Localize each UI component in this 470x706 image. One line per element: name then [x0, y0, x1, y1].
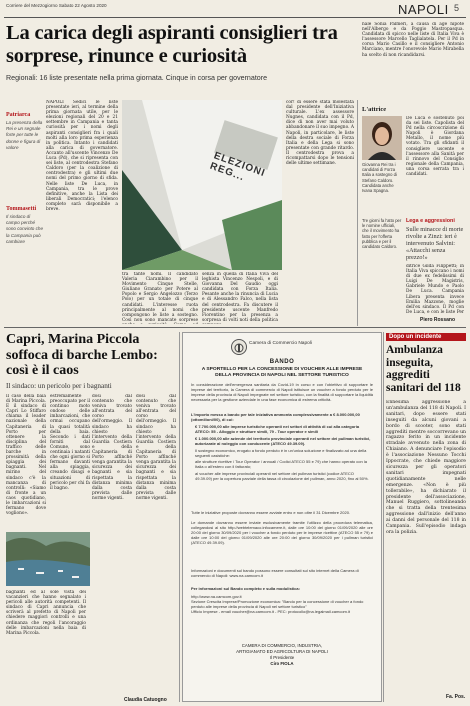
horizontal-rule-main	[4, 327, 466, 328]
capri-headline: Capri, Marina Piccola soffoca di barche Lembo: così è il caos	[6, 332, 158, 378]
bando-contact-item: Ufficio Imprese - email voucher@na.camcom.it - PEC: protocollo@na.legalmail.camcom.it	[191, 608, 350, 614]
bando-para5: Informazioni e documenti sul bando possono essere consultati sul sito internet della Camera di commercio di Napoli: www.na.camcom.it	[191, 568, 359, 578]
sidebar-body-top: nale Sonia Palmeri, a causa di age nipote nell'Albergo e da Poggio Mastropasqua. Candidata di spicco nelle liste di Italia Viva è l'assessore Marcello Taglialatela. Per il Pd in corsa Mario Casillo e il consigliere Antonio Marciano, mentre l'onorevole Mario Mirabella ha scelto di non ricandidarsi.	[362, 22, 464, 58]
bando-contacts-head: Per informazioni sul Bando completo e sulla modulistica:	[191, 586, 300, 591]
incident-headline: Ambulanza inseguita, aggrediti sanitari del 118	[386, 344, 461, 394]
date-line: Corriere del Mezzogiorno Sabato 22 Agosto 2020	[6, 3, 107, 8]
note-name: Tommasetti	[6, 206, 37, 212]
lead-body-col3: senza in quella di Italia Viva del leghista Vincenzo Nespoli, e di Giovanna Del Gaudio oggi candidata con Forza Italia. Pesante anche la rinuncia di Lucia e di Alessandro Falco, nella lista del centrodestra. Fa discutere il presidente uscente Manfredo Fiorentino per la presenza a sorpresa di volti noti della politica	[202, 272, 278, 323]
capri-subhead: Il sindaco: un pericolo per i bagnanti	[6, 382, 112, 390]
lead-headline: La carica degli aspiranti consiglieri tra sorprese, rinunce e curiosità	[6, 22, 338, 67]
bando-footer-line: Il Presidente	[269, 655, 295, 660]
bando-list-item: € 7.700.000,00 alle imprese turistiche operanti nei settori di attività di cui alla categoria ATECO: 55 - Alloggio e strutture simili, 79 - Tour operator e simili	[195, 424, 360, 434]
portrait-illustration	[362, 116, 402, 160]
vertical-rule-main	[357, 100, 358, 326]
bando-para1: In considerazione dell'emergenza sanitaria da Covid-19 in corso e con l'obiettivo di supportare le imprese del territorio, la Camera di commercio di Napoli istituisce un voucher a fondo perduto per le imprese della provincia di Napoli impegnate nel settore turistico, con la finalità di supportare la liquidità necessaria per la gestione aziendale in una fase economica di estrema criticità.	[191, 382, 373, 402]
capri-body-col5: dosi dal contenuto che veniva trovato all'entrata del corso dell'ormeggio. Il sindaco ha chiesto l'intervento della Guardia Costiera e della Capitaneria di Porto affinché venga garantita la sicurezza dei bagnanti e sia rispettata la distanza minima dalla costa prevista dalle norme vigenti.	[136, 394, 176, 501]
vertical-rule-left	[179, 332, 180, 702]
photo-sign: ELEZIONI REG...	[208, 150, 267, 184]
lead-subhead: Regionali: 16 liste presentate nella prima giornata. Cinque in corsa per governatore	[6, 74, 268, 82]
sidebar-subhead: Lega e aggressioni	[406, 218, 455, 224]
note-text: Il sindaco di campo perché sono convinto che la Campania può cambiare	[6, 214, 44, 244]
attrice-label: L'attrice	[362, 106, 387, 113]
capri-body-col1: Il caso della baia di Marina Piccola. E il sindaco di Capri Lo Stiffaro chiama il leader nazionale della Capitaneria di Porto per ottenere la disciplina del traffico delle barche in prossimità della spiaggia dei bagnanti. Nel mirino del sindaco c'è la mancanza di controlli: «Siamo di fronte a un caos quotidiano, le imbarcazioni si fermano dove vogliono».	[6, 394, 46, 517]
lead-body-col2: tra tante nomi. Il candidato Valeria Ciarambino per il Movimento Cinque Stelle, Giuliano Granato per Potere al Popolo e Sergio Angelozzo (Terzo Polo) per un totale di cinque candidati. L'interesse ruota principalmente al nomi che compongono le liste a sostegno. Così non sono mancate sorprese	[122, 272, 198, 323]
incident-body: Ennesima aggressione a un'ambulanza del 118 di Napoli. I sanitari, dopo essere stati inseguiti da alcuni giovani a bordo di scooter, sono stati aggrediti mentre soccorrevano un ragazzo ferito in un incidente stradale avvenuto nella zona di Chiaiano. A denunciare l'episodio è l'associazione Nessuno Tocchi Ippocrate, che chiede maggiore sicurezza per gli operatori sanitari impegnati quotidianamente nelle emergenze. «Non è più tollerabile», ha dichiarato il presidente dell'associazione, Manuel Ruggiero, sottolineando che si tratta della trentesima aggressione dall'inizio dell'anno ai danni del personale del 118 in Campania. Sull'episodio indaga ora la polizia.	[386, 400, 466, 535]
note-patriarca	[6, 112, 44, 151]
bando-footer-line: ARTIGIANATO ED AGRICOLTURA DI NAPOLI	[236, 649, 328, 654]
bando-contact-link[interactable]: http://www.na.camcom.gov.it	[191, 594, 242, 599]
capri-photo	[6, 532, 90, 586]
capri-body-col4: dosi dal contenuto che veniva trovato all'entrata del corso dell'ormeggio. Il sindaco ha chiesto l'intervento della Guardia Costiera e della Capitaneria di Porto affinché venga garantita la sicurezza dei bagnanti e sia rispettata la distanza minima dalla costa prevista dalle norme vigenti.	[92, 394, 132, 501]
bando-list-item: Il sostegno economico, erogato a fondo perduto è in un'unica soluzione e finalizzato ad una della seguenti casistiche:	[195, 447, 367, 458]
bando-para4: Le domande dovranno essere inviate esclusivamente tramite l'utilizzo della procedura telematica, collegandosi al sito http://webtelemaco.infocamere.it, dalle ore 10:00 del giorno 01/09/2020 alle ore 20:00 del giorno 30/09/2020 per i voucher a fondo perduto per le imprese ricettive (ATECO 55 e 79) e dalle ore 10:00 del giorno 01/09/2020 alle ore 20:00 del giorno 30/09/2020 per i pullman turistici (ATECO 49.39.09).	[191, 520, 373, 545]
chamber-logo	[231, 339, 247, 355]
bando-advert	[182, 332, 382, 702]
bando-footer	[183, 643, 381, 667]
incident-byline: Fa. Pos.	[446, 694, 466, 700]
lead-body-col4: cor! di essere stata molestata dal presidente dell'Iniziativa culturale. L'ex assessore Nugnes, candidata con il Pd, dice di non aver mai voluto abbandonare il suo impegno. A Napoli, in particolare, le liste della destra sociale di Forza Italia e della Lega si sono presentate con grande ritardo. Il centrodestra prova a ricompattarsi dopo le tensioni delle ultime settimane.	[286, 100, 354, 167]
incident-kicker: Dopo un incidente	[386, 333, 466, 341]
capri-body-col2: bagnanti ed al sole vista dei vacanzieri che hanno segnalato i pericoli alle autorità competenti. Il sindaco di Capri annuncia che scriverà al prefetto di Napoli per chiedere maggiori controlli e una ordinanza che regoli l'ancoraggio delle imbarcazioni nella baia di Marina Piccola.	[6, 590, 86, 636]
attrice-photo	[362, 116, 402, 160]
bando-contact-item: Sezione Crescita Imprese/Promozione economica: "Bando per la concessione di voucher a fondo perduto alle imprese della provincia di Napoli nel settore turistico"	[191, 598, 364, 609]
bando-list-item: al voucher alle imprese provinciali operanti nel settore dei pullman turistici (codice ATECO 49.39.09) per la copertura parziale della tassa di circolazione del pullman, anno 2020, fino al 50%.	[195, 471, 369, 482]
capri-byline: Claudia Catuogno	[124, 697, 167, 703]
attrice-caption: Giovanna Rei tra i candidati di Forza Italia a sostegno di Stefano Caldoro. Candidata anche Ivana Spagna.	[362, 162, 397, 194]
page-number: 5	[454, 3, 460, 13]
marina-photo-illustration	[6, 532, 90, 586]
note-tommasetti	[6, 206, 44, 245]
bando-footer-line: CAMERA DI COMMERCIO, INDUSTRIA,	[241, 643, 323, 648]
masthead-rule	[4, 17, 466, 18]
lead-body-col1: NAPOLI Sedici le liste presentate ieri, al termine della prima giornata utile, per le elezioni regionali del 20 e 21 settembre in Campania e tanta curiosità per i nomi degli aspiranti consiglieri fra i quali molti alla loro prima esperienza in politica. Intanto i candidati alla carica di governatore. Accanto all'uscente Vincenzo De Luca (Pd), che si ripresenta con sei liste, al centrodestra Stefano Caldoro (per la coalizione di centrodestra) e gli ultimi due nomi del primo giorno di sfida. Nelle liste De Luca, in Campania, tra le prove definitive, anche la Lista dei liberali Democratici; l'elenco completo sarà disponibile a breve.	[46, 100, 118, 212]
section-label: NAPOLI	[398, 2, 449, 17]
chamber-logo-text: Camera di Commercio Napoli	[249, 341, 312, 346]
bando-contacts	[191, 595, 373, 615]
sidebar-body-bottom: ditrice Gilda Filippetti; in Italia Viva spiccano i nomi di due ex fedelissimi di Luigi De Magistris, Gabriele Mundo e Paolo De Luca. Campania Libera presenta invece Emilia Mazzone, moglie dell'ex sindaco. Il Pd con De Luca, e con le liste Per	[406, 264, 464, 314]
bando-para2: L'importo messo a bando per tale iniziativa ammonta complessivamente a € 8.000.000,00 (ottomilioni/00), di cui:	[191, 412, 360, 422]
bando-list-item: € 1.000.000,00 alle aziende del territorio provinciale operanti nel settore dei pullman turistici, autorizzate al noleggio con conducente (ATECO 49.39.09).	[195, 435, 371, 446]
sidebar-byline: Piero Rossano	[420, 317, 456, 323]
note-name: Patriarca	[6, 112, 31, 118]
terzo-caption: Tre giorni fa l'atto per le nomine ufficiali, che il movimento ha fatto per l'offerta pubblica e per il candidato Caldoro.	[362, 218, 402, 250]
note-text: La presenza della Rei e un segnale forte per tutte le donne e figura di valore	[6, 120, 43, 150]
capri-body-col3: estremamente preoccupato per il continuo moto ondoso delle imbarcazioni, che ormai occupano la quasi totalità della baia. Secondo i dati forniti dal Comune, sono centinaia i natanti che ogni giorno si fermano davanti alla spiaggia, creando disagi e situazioni di pericolo per chi fa il bagno.	[50, 394, 90, 491]
bando-list-item: alle strutture ricettive / Tour Operator / annuali / Codici ATECO 55 e 79) che hanno operato con la Italia o all'estero con il fatturato;	[195, 459, 367, 470]
bando-label: BANDO	[269, 359, 295, 365]
sidebar-subtext: Sulle minacce di morte rivolte a Zinzi: ieri è intervenuto Salvini: «Attacchi senza prezzo!»	[406, 226, 464, 261]
sidebar-body-mid: De Luca è sostenuto poi da sei liste. Capolista del Pd nella circoscrizione di Napoli è Giordana Metallo, il nome più votato. Tra gli sfidanti il consigliere uscente e l'assessore alla Sanità per il rinnovo del Consiglio regionale della Campania, una corsa serrata tra i candidati.	[406, 116, 464, 178]
bando-footer-line: Ciro FIOLA	[270, 661, 294, 666]
lead-photo	[122, 100, 282, 270]
bando-list	[195, 425, 371, 482]
vertical-rule-right	[383, 332, 384, 702]
bando-para3: Tutte le iniziative proposte dovranno essere avviate entro e non oltre il 31 Dicembre 2020.	[191, 510, 351, 515]
bando-title: A SPORTELLO PER LA CONCESSIONE DI VOUCHER ALLE IMPRESE DELLA PROVINCIA DI NAPOLI NEL SETTORE TURISTICO	[201, 367, 363, 378]
